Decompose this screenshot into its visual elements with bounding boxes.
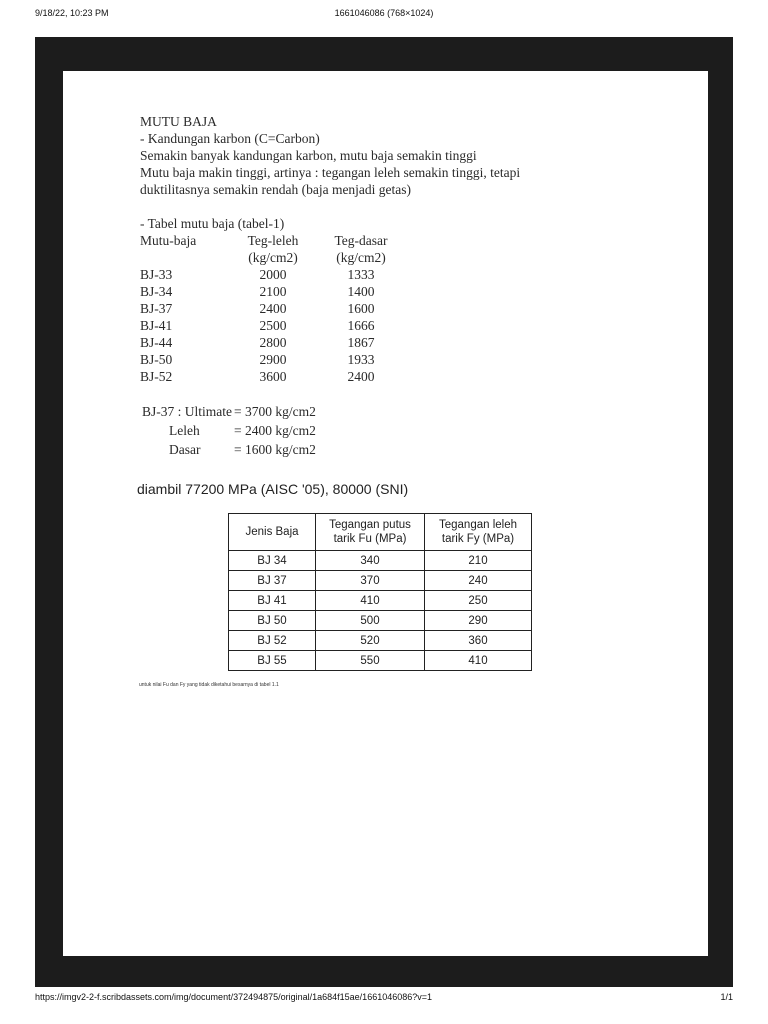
document-page bbox=[63, 71, 708, 956]
table-row bbox=[140, 317, 406, 334]
base-cell: 2400 bbox=[347, 369, 375, 384]
intro-line: duktilitasnya semakin rendah (baja menjadi getas) bbox=[140, 182, 412, 197]
bj37-properties bbox=[140, 401, 318, 460]
column-header: Mutu-baja bbox=[140, 233, 197, 248]
fu-cell: 410 bbox=[316, 591, 425, 611]
table-caption: - Tabel mutu baja (tabel-1) bbox=[140, 216, 285, 231]
property-label: BJ-37 : Ultimate bbox=[142, 404, 232, 419]
unit-cell: (kg/cm2) bbox=[336, 250, 386, 265]
intro-line: Mutu baja makin tinggi, artinya : tegangan leleh semakin tinggi, tetapi bbox=[140, 165, 521, 180]
grade-cell: BJ-44 bbox=[140, 335, 173, 350]
print-datetime: 9/18/22, 10:23 PM bbox=[35, 8, 109, 18]
table-row bbox=[229, 551, 532, 571]
fy-cell: 290 bbox=[425, 611, 532, 631]
grade-cell: BJ-41 bbox=[140, 318, 173, 333]
property-row bbox=[142, 403, 316, 420]
grade-cell: BJ 55 bbox=[229, 651, 316, 671]
section-heading: diambil 77200 MPa (AISC '05), 80000 (SNI) bbox=[137, 481, 409, 497]
table-footnote: untuk nilai Fu dan Fy yang tidak diketahui besarnya di tabel 1.1 bbox=[139, 682, 279, 688]
base-cell: 1933 bbox=[347, 352, 375, 367]
fu-cell: 340 bbox=[316, 551, 425, 571]
fy-cell: 210 bbox=[425, 551, 532, 571]
print-url: https://imgv2-2-f.scribdassets.com/img/document/372494875/original/1a684f15ae/1661046086?v=1 bbox=[35, 992, 433, 1002]
table-header-row bbox=[229, 514, 532, 551]
column-header: Teg-leleh bbox=[247, 233, 299, 248]
intro-line: - Kandungan karbon (C=Carbon) bbox=[140, 131, 320, 146]
fu-cell: 370 bbox=[316, 571, 425, 591]
property-label: Dasar bbox=[142, 442, 201, 457]
fu-cell: 520 bbox=[316, 631, 425, 651]
grade-cell: BJ-33 bbox=[140, 267, 173, 282]
sni-steel-table bbox=[228, 513, 532, 671]
print-footer bbox=[0, 992, 768, 1006]
intro-line: Semakin banyak kandungan karbon, mutu baja semakin tinggi bbox=[140, 148, 477, 163]
property-value: = 2400 kg/cm2 bbox=[234, 423, 316, 438]
grade-cell: BJ-52 bbox=[140, 369, 173, 384]
grade-cell: BJ 52 bbox=[229, 631, 316, 651]
steel-grade-table bbox=[140, 232, 406, 385]
yield-cell: 2800 bbox=[259, 335, 287, 350]
grade-cell: BJ-34 bbox=[140, 284, 173, 299]
table-row bbox=[229, 591, 532, 611]
table-row bbox=[229, 651, 532, 671]
table-row bbox=[140, 266, 406, 283]
fu-cell: 500 bbox=[316, 611, 425, 631]
base-cell: 1333 bbox=[347, 267, 375, 282]
column-header: Jenis Baja bbox=[229, 514, 316, 551]
property-value: = 3700 kg/cm2 bbox=[234, 404, 316, 419]
print-page-number: 1/1 bbox=[720, 992, 733, 1002]
base-cell: 1666 bbox=[347, 318, 375, 333]
property-label: Leleh bbox=[142, 423, 200, 438]
fy-cell: 410 bbox=[425, 651, 532, 671]
unit-cell: (kg/cm2) bbox=[248, 250, 298, 265]
table-row bbox=[229, 631, 532, 651]
grade-cell: BJ-50 bbox=[140, 352, 173, 367]
base-cell: 1600 bbox=[347, 301, 375, 316]
column-header: Tegangan leleh tarik Fy (MPa) bbox=[425, 514, 532, 551]
yield-cell: 3600 bbox=[259, 369, 287, 384]
property-value: = 1600 kg/cm2 bbox=[234, 442, 316, 457]
grade-cell: BJ 37 bbox=[229, 571, 316, 591]
table-row bbox=[229, 571, 532, 591]
column-header: Tegangan putus tarik Fu (MPa) bbox=[316, 514, 425, 551]
fy-cell: 360 bbox=[425, 631, 532, 651]
property-row bbox=[142, 422, 316, 439]
grade-cell: BJ-37 bbox=[140, 301, 173, 316]
table-units-row bbox=[140, 249, 406, 266]
table-row bbox=[229, 611, 532, 631]
print-header bbox=[0, 8, 768, 22]
table-row bbox=[140, 334, 406, 351]
grade-cell: BJ 34 bbox=[229, 551, 316, 571]
table-row bbox=[140, 283, 406, 300]
table-row bbox=[140, 300, 406, 317]
document-body bbox=[140, 113, 620, 460]
table-row bbox=[140, 351, 406, 368]
property-row bbox=[142, 441, 316, 458]
grade-cell: BJ 50 bbox=[229, 611, 316, 631]
yield-cell: 2000 bbox=[259, 267, 287, 282]
unit-cell bbox=[140, 249, 230, 266]
yield-cell: 2400 bbox=[259, 301, 287, 316]
table-header-row bbox=[140, 232, 406, 249]
fy-cell: 240 bbox=[425, 571, 532, 591]
grade-cell: BJ 41 bbox=[229, 591, 316, 611]
table-row bbox=[140, 368, 406, 385]
yield-cell: 2100 bbox=[259, 284, 287, 299]
column-header: Teg-dasar bbox=[334, 233, 388, 248]
fy-cell: 250 bbox=[425, 591, 532, 611]
print-title: 1661046086 (768×1024) bbox=[334, 8, 434, 18]
yield-cell: 2900 bbox=[259, 352, 287, 367]
base-cell: 1867 bbox=[347, 335, 375, 350]
yield-cell: 2500 bbox=[259, 318, 287, 333]
base-cell: 1400 bbox=[347, 284, 375, 299]
fu-cell: 550 bbox=[316, 651, 425, 671]
document-title: MUTU BAJA bbox=[140, 114, 217, 129]
